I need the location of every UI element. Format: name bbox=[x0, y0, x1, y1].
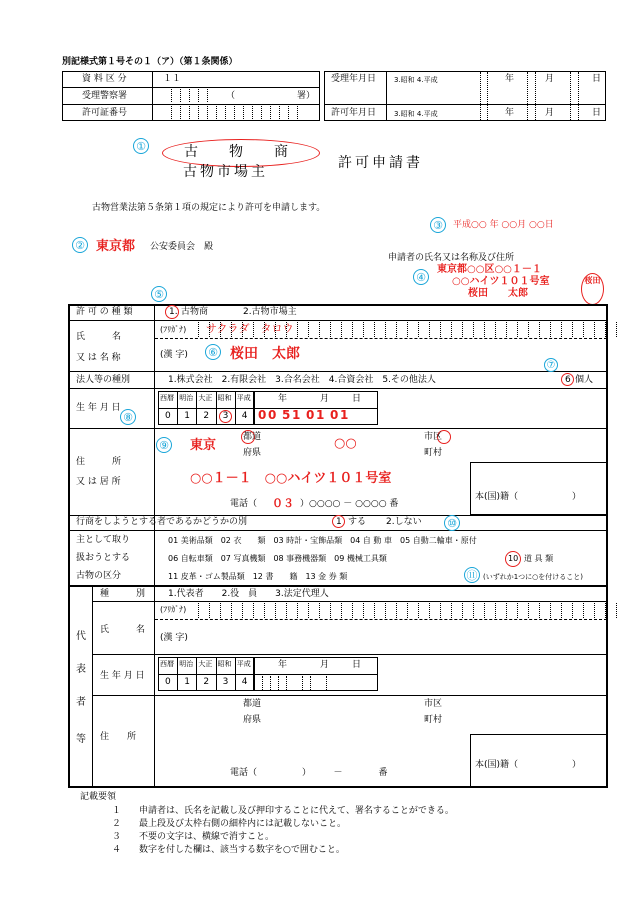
tel-label: 電話（ bbox=[230, 499, 258, 509]
era-header: 明治 bbox=[179, 660, 194, 668]
rep-honseki: 本(国)籍（ ） bbox=[475, 760, 582, 770]
juri-era: 3.昭和 4.平成 bbox=[394, 76, 438, 84]
note-1: １ 申請者は、氏名を記載し及び押印することに代えて、署名することができる。 bbox=[112, 806, 454, 816]
birth-digit: 1 bbox=[292, 408, 301, 422]
address-city: ○○ bbox=[334, 436, 357, 451]
category-selected: 10 bbox=[508, 554, 519, 563]
hojin-kojin-num: 6 bbox=[565, 375, 571, 385]
keisatsu-label: 受理警察署 bbox=[82, 91, 128, 101]
rep-furigana-label: (ﾌﾘｶﾞﾅ) bbox=[160, 605, 187, 614]
applicant-name: 桜田 太郎 bbox=[468, 288, 528, 299]
marker-4: ④ bbox=[413, 269, 429, 285]
kyoka-opt1: 古物商 bbox=[181, 307, 209, 317]
era-header: 平成 bbox=[236, 394, 251, 402]
rep-birth-cells bbox=[262, 676, 334, 690]
category-note: (いずれか1つに○を付けること) bbox=[483, 573, 584, 581]
era-digit: 1 bbox=[184, 677, 190, 687]
birth-digit: 0 bbox=[258, 408, 267, 422]
note-4: ４ 数字を付した欄は、該当する数字を○で囲むこと。 bbox=[112, 845, 345, 855]
rep-side-3: 者 bbox=[76, 697, 86, 708]
marker-8: ⑧ bbox=[120, 409, 136, 425]
birth-label: 生 年 月 日 bbox=[76, 403, 121, 413]
rep-shubetsu-options: 1.代表者 2.役 員 3.法定代理人 bbox=[168, 589, 329, 599]
gyosho-yes-num: 1 bbox=[336, 517, 342, 527]
to-do: 都道 bbox=[243, 432, 262, 442]
marker-9: ⑨ bbox=[156, 437, 172, 453]
era-header: 西暦 bbox=[160, 660, 174, 668]
shiryo-label: 資 料 区 分 bbox=[82, 74, 127, 84]
kyoka-date-label: 許可年月日 bbox=[331, 108, 377, 118]
form-title: 別記様式第１号その１（ア）（第１条関係） bbox=[62, 57, 238, 67]
month: 月 bbox=[545, 108, 555, 118]
rep-to-do: 都道 bbox=[243, 699, 262, 709]
honseki: 本(国)籍（ ） bbox=[475, 492, 582, 502]
gyosho-label: 行商をしようとする者であるかどうかの別 bbox=[76, 517, 248, 527]
day: 日 bbox=[592, 74, 602, 84]
kanji-label: (漢 字) bbox=[160, 350, 188, 360]
gyosho-yes: する bbox=[348, 517, 367, 527]
era-selected bbox=[219, 410, 232, 423]
marker-11: ⑪ bbox=[464, 567, 480, 583]
kyoka-no-label: 許可証番号 bbox=[82, 108, 128, 118]
category-line2b: 道 具 類 bbox=[524, 554, 554, 563]
rep-furigana-cells bbox=[198, 603, 627, 618]
era-header: 昭和 bbox=[217, 394, 232, 402]
rep-shimei-label: 氏 名 bbox=[100, 625, 146, 635]
birth-digit: 1 bbox=[316, 408, 325, 422]
month: 月 bbox=[545, 74, 555, 84]
juri-date-label: 受理年月日 bbox=[331, 74, 377, 84]
birth-month-label: 月 bbox=[320, 394, 330, 404]
era-header: 明治 bbox=[179, 394, 194, 402]
hojin-options: 1.株式会社 2.有限会社 3.合名会社 4.合資会社 5.その他法人 bbox=[168, 375, 436, 385]
era-digit: 1 bbox=[184, 411, 190, 421]
marker-1: ① bbox=[133, 138, 149, 154]
meisho-label: 又 は 名 称 bbox=[76, 353, 121, 363]
fu-ken: 府県 bbox=[243, 448, 262, 458]
gyosho-no: 2.しない bbox=[386, 517, 422, 527]
kyoka-opt1-num: 1. bbox=[169, 307, 178, 317]
birth-day-label: 日 bbox=[352, 394, 362, 404]
kyoka-opt2: 2.古物市場主 bbox=[243, 307, 297, 317]
birth-digit: 5 bbox=[282, 408, 291, 422]
address-line: ○○１－１ ○○ハイツ１０１号室 bbox=[190, 471, 392, 486]
furigana-value: サクラダ タロウ bbox=[206, 322, 294, 335]
birth-year-label: 年 bbox=[278, 394, 288, 404]
marker-3: ③ bbox=[430, 217, 446, 233]
applicant-addr2: ○○ハイツ１０１号室 bbox=[452, 276, 550, 287]
era-digit: 3 bbox=[222, 411, 229, 421]
era-digit: 4 bbox=[241, 411, 248, 421]
rep-side-2: 表 bbox=[76, 664, 86, 675]
application-date: 平成○○ 年 ○○月 ○○日 bbox=[453, 220, 554, 230]
kyoka-era: 3.昭和 4.平成 bbox=[394, 110, 438, 118]
category-line2a: 06 自転車類 07 写真機類 08 事務機器類 09 機械工具類 bbox=[168, 554, 387, 563]
kyosho-label: 又 は 居 所 bbox=[76, 477, 121, 487]
era-digit: 2 bbox=[203, 411, 210, 421]
era-digit: 0 bbox=[165, 411, 171, 421]
note-2: ２ 最上段及び太枠右側の細枠内には記載しないこと。 bbox=[112, 819, 347, 829]
note-3: ３ 不要の文字は、横線で消すこと。 bbox=[112, 832, 275, 842]
shimei-label: 氏 名 bbox=[76, 332, 122, 342]
intro-text: 古物営業法第５条第１項の規定により許可を申請します。 bbox=[92, 203, 326, 213]
rep-cho-son: 町村 bbox=[424, 715, 443, 725]
category-line3: 11 皮革・ゴム製品類 12 書 籍 13 金 券 類 bbox=[168, 572, 348, 581]
rep-birth-month: 月 bbox=[320, 660, 330, 670]
rep-address-label: 住 所 bbox=[100, 732, 137, 742]
era-header: 平成 bbox=[236, 660, 251, 668]
addressee-commission: 公安委員会 殿 bbox=[150, 242, 214, 252]
applicant-addr1: 東京都○○区○○１－１ bbox=[437, 264, 542, 275]
birth-digit: 0 bbox=[268, 408, 277, 422]
address-label: 住 所 bbox=[76, 457, 122, 467]
marker-5: ⑤ bbox=[151, 286, 167, 302]
tel-area: ０３ bbox=[272, 497, 294, 510]
era-header: 西暦 bbox=[160, 394, 174, 402]
rep-birth-day: 日 bbox=[352, 660, 362, 670]
category-label-1: 主として取り bbox=[76, 535, 131, 545]
day: 日 bbox=[592, 108, 602, 118]
marker-7: ⑦ bbox=[544, 358, 558, 372]
paren: （ bbox=[226, 91, 236, 101]
rep-side-1: 代 bbox=[76, 631, 86, 642]
sho-suffix: 署） bbox=[297, 91, 316, 101]
furigana-cells bbox=[198, 322, 627, 337]
rep-birth-label: 生 年 月 日 bbox=[100, 671, 145, 681]
rep-kanji-label: (漢 字) bbox=[160, 633, 188, 643]
era-digit: 3 bbox=[222, 677, 229, 687]
title-ichiba: 古物市場主 bbox=[183, 164, 268, 180]
hojin-kojin: 個人 bbox=[575, 375, 594, 385]
birth-digit: 1 bbox=[340, 408, 349, 422]
rep-tel: 電話（ ） － 番 bbox=[230, 768, 388, 778]
shiryo-value: １１ bbox=[163, 74, 182, 84]
birth-digit: 0 bbox=[330, 408, 339, 422]
rep-side-4: 等 bbox=[76, 734, 86, 745]
addressee-pref: 東京都 bbox=[96, 239, 136, 254]
shi-ku: 市区 bbox=[424, 432, 443, 442]
year: 年 bbox=[505, 108, 515, 118]
notes-title: 記載要領 bbox=[80, 792, 117, 802]
rep-shubetsu-label: 種 別 bbox=[100, 589, 146, 599]
rep-fu-ken: 府県 bbox=[243, 715, 262, 725]
category-label-2: 扱おうとする bbox=[76, 553, 131, 563]
era-header: 大正 bbox=[198, 394, 213, 402]
era-digit: 0 bbox=[165, 677, 171, 687]
title-kobutsusho: 古 物 商 bbox=[184, 144, 289, 160]
marker-2: ② bbox=[72, 237, 88, 253]
title-kyoka: 許可申請書 bbox=[338, 155, 423, 171]
applicant-seal: 桜田 bbox=[581, 273, 604, 305]
kyoka-shurui-label: 許 可 の 種 類 bbox=[76, 307, 133, 317]
address-pref: 東京 bbox=[190, 438, 217, 453]
cho-son: 町村 bbox=[424, 448, 443, 458]
furigana-label: (ﾌﾘｶﾞﾅ) bbox=[160, 325, 187, 334]
era-digit: 4 bbox=[241, 677, 248, 687]
era-header: 昭和 bbox=[217, 660, 232, 668]
era-digit: 2 bbox=[203, 677, 210, 687]
marker-6: ⑥ bbox=[205, 344, 221, 360]
tel-rest: ）○○○○ － ○○○○ 番 bbox=[300, 499, 399, 509]
birth-digit: 0 bbox=[306, 408, 315, 422]
hojin-label: 法人等の種別 bbox=[76, 375, 131, 385]
category-line1: 01 美術品類 02 衣 類 03 時計・宝飾品類 04 自 動 車 05 自動二輪車・原付 bbox=[168, 536, 477, 545]
rep-shi-ku: 市区 bbox=[424, 699, 443, 709]
rep-birth-year: 年 bbox=[278, 660, 288, 670]
kanji-value: 桜田 太郎 bbox=[230, 346, 300, 362]
year: 年 bbox=[505, 74, 515, 84]
category-label-3: 古物の区分 bbox=[76, 571, 122, 581]
era-header: 大正 bbox=[198, 660, 213, 668]
applicant-label: 申請者の氏名又は名称及び住所 bbox=[388, 253, 515, 263]
marker-10: ⑩ bbox=[444, 515, 460, 531]
